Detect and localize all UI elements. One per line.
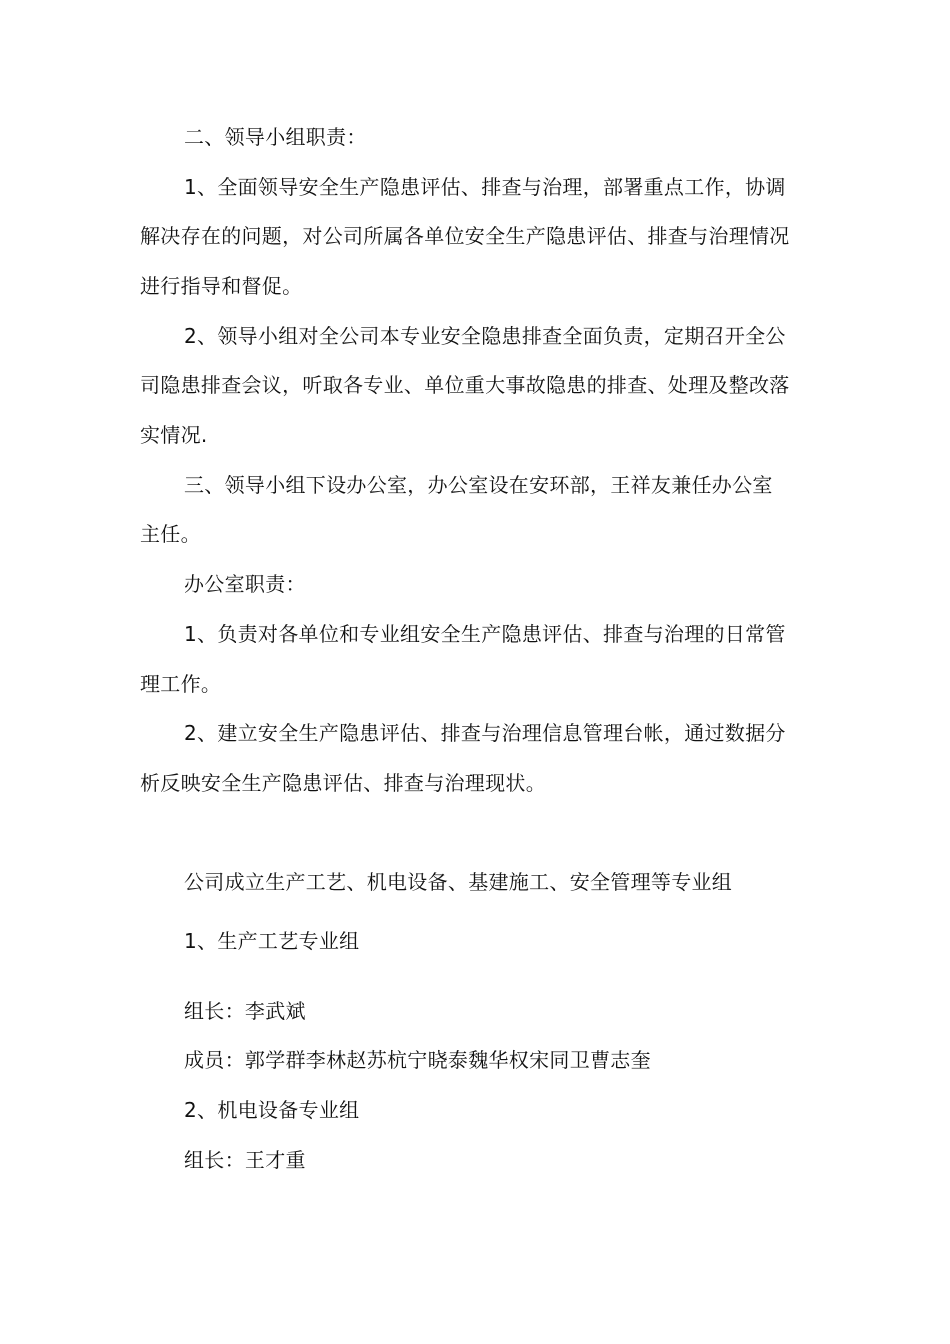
group-title: 2、机电设备专业组 (184, 1098, 360, 1122)
paragraph-line: 1、全面领导安全生产隐患评估、排查与治理，部署重点工作，协调 (184, 175, 786, 199)
paragraph-line: 2、领导小组对全公司本专业安全隐患排查全面负责，定期召开全公 (184, 324, 786, 348)
section-heading-professional-groups: 公司成立生产工艺、机电设备、基建施工、安全管理等专业组 (184, 870, 733, 894)
group-title: 1、生产工艺专业组 (184, 929, 360, 953)
paragraph-line: 解决存在的问题，对公司所属各单位安全生产隐患评估、排查与治理情况 (140, 224, 790, 248)
paragraph-line: 进行指导和督促。 (140, 274, 303, 298)
section-heading-leadership-duties: 二、领导小组职责： (184, 125, 367, 149)
paragraph-line: 主任。 (140, 522, 201, 546)
paragraph-line: 理工作。 (140, 672, 222, 696)
group-members: 成员：郭学群李林赵苏杭宁晓泰魏华权宋同卫曹志奎 (184, 1048, 651, 1072)
paragraph-line: 2、建立安全生产隐患评估、排查与治理信息管理台帐，通过数据分 (184, 721, 786, 745)
section-heading-office-duties: 办公室职责： (184, 572, 306, 596)
paragraph-line: 实情况. (140, 423, 208, 447)
paragraph-line: 三、领导小组下设办公室，办公室设在安环部，王祥友兼任办公室 (184, 473, 773, 497)
paragraph-line: 1、负责对各单位和专业组安全生产隐患评估、排查与治理的日常管 (184, 622, 786, 646)
paragraph-line: 司隐患排查会议，听取各专业、单位重大事故隐患的排查、处理及整改落 (140, 373, 790, 397)
group-leader: 组长：李武斌 (184, 999, 306, 1023)
group-leader: 组长：王才重 (184, 1148, 306, 1172)
paragraph-line: 析反映安全生产隐患评估、排查与治理现状。 (140, 771, 546, 795)
